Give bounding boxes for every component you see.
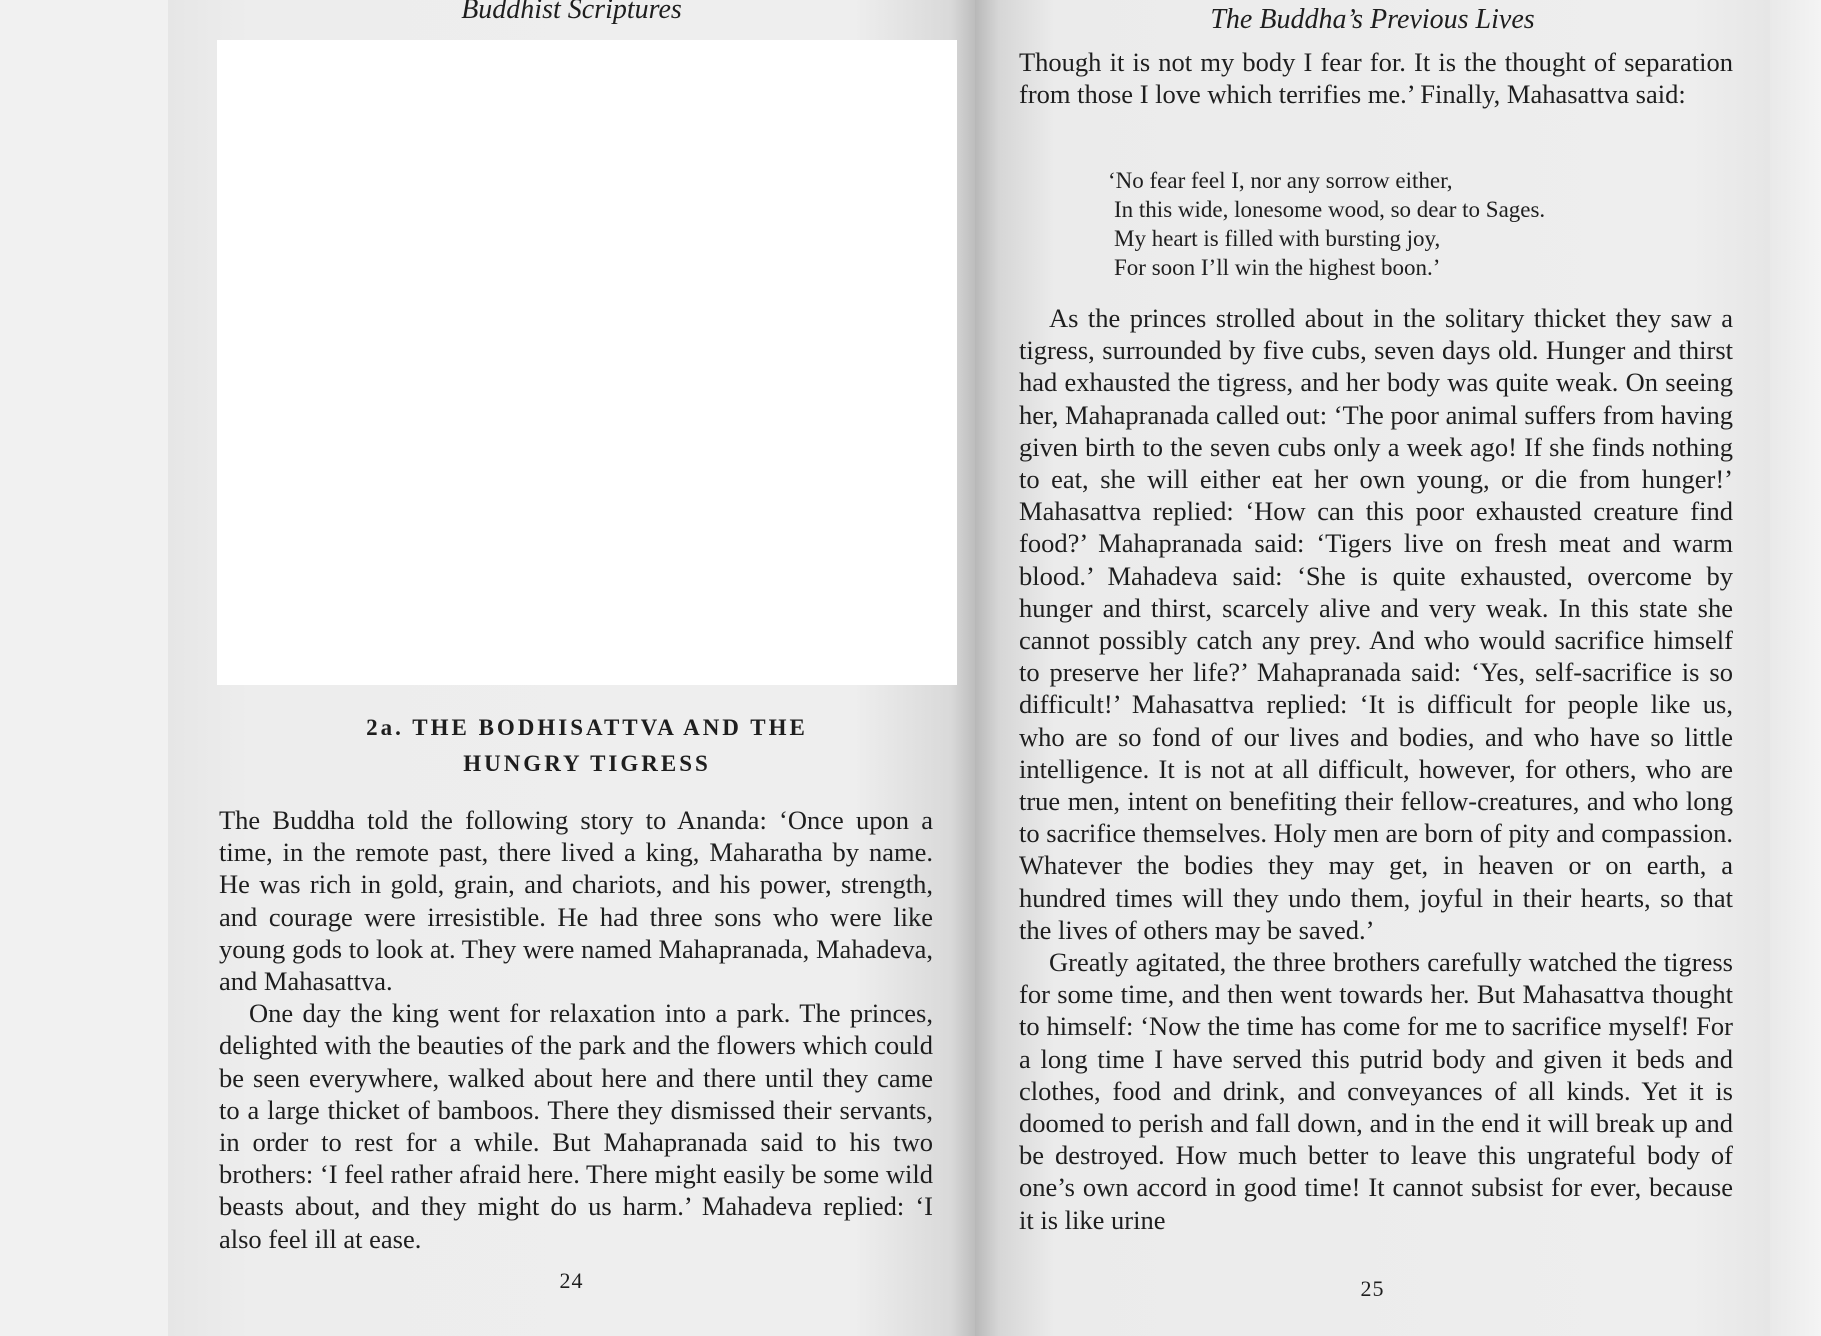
right-paragraph-3: Greatly agitated, the three brothers carefully watched the tigress for some time, and then went towards her. But Mahasattva thought to himself: ‘Now the time has come for me to sacrifice myself! For a long time I have served this putrid body and given it beds and clothes, food and drink, and conveyances of all kinds. Yet it is doomed to perish and fall down, and in the end it will break up and be destroyed. How much better to leave this ungrateful body of one’s own accord in good time! It cannot subsist for ever, because it is like urine — [1019, 947, 1733, 1235]
verse-block — [1108, 166, 1708, 282]
verse-line-3: My heart is filled with bursting joy, — [1114, 226, 1441, 251]
verse-line-4: For soon I’ll win the highest boon.’ — [1114, 255, 1441, 280]
right-opening-text — [1019, 46, 1733, 110]
left-paragraph-1: The Buddha told the following story to Ananda: ‘Once upon a time, in the remote past, there lived a king, Maharatha by name. He was rich in gold, grain, and chariots, and his power, strength, and courage were irresistible. He had three sons who were like young gods to look at. They were named Mahapranada, Mahadeva, and Mahasattva. — [219, 805, 933, 997]
right-paragraph-2: As the princes strolled about in the solitary thicket they saw a tigress, surrounded by five cubs, seven days old. Hunger and thirst had exhausted the tigress, and her body was quite weak. On seeing her, Mahapranada called out: ‘The poor animal suffers from having given birth to the seven cubs only a week ago! If she finds nothing to eat, she will either eat her own young, or die from hunger!’ Mahasattva replied: ‘How can this poor exhausted creature find food?’ Mahapranada said: ‘Tigers live on fresh meat and warm blood.’ Mahadeva said: ‘She is quite exhausted, overcome by hunger and thirst, scarcely alive and very weak. In this state she cannot possibly catch any prey. And who would sacrifice himself to preserve her life?’ Mahapranada said: ‘Yes, self-sacrifice is so difficult!’ Mahasattva replied: ‘It is difficult for people like us, who are so fond of our lives and bodies, and who have so little intelligence. It is not at all difficult, however, for others, who are true men, intent on benefiting their fellow-creatures, and who long to sacrifice themselves. Holy men are born of pity and compassion. Whatever the bodies they may get, in heaven or on earth, a hundred times will they undo them, joyful in their hearts, so that the lives of others may be saved.’ — [1019, 303, 1733, 945]
chapter-title-line2: HUNGRY TIGRESS — [463, 751, 711, 776]
blank-figure-area — [217, 40, 957, 685]
right-body-text — [1019, 302, 1733, 1236]
left-paragraph-2: One day the king went for relaxation into a park. The princes, delighted with the beauties of the park and the flowers which could be seen everywhere, walked about here and there until they came to a large thicket of bamboos. There they dismissed their servants, in order to rest for a while. But Mahapranada said to his two brothers: ‘I feel rather afraid here. There might easily be some wild beasts about, and they might do us harm.’ Mahadeva replied: ‘I also feel ill at ease. — [219, 998, 933, 1254]
verse-line-1: ‘No fear feel I, nor any sorrow either, — [1108, 168, 1453, 193]
right-page-number: 25 — [1360, 1276, 1385, 1301]
left-body-text — [219, 804, 933, 1255]
verse-line-2: In this wide, lonesome wood, so dear to Sages. — [1114, 197, 1546, 222]
right-paragraph-1: Though it is not my body I fear for. It is the thought of separation from those I love which terrifies me.’ Finally, Mahasattva said: — [1019, 47, 1733, 110]
chapter-title-line1: 2a. THE BODHISATTVA AND THE — [366, 715, 808, 740]
page-edge — [1770, 0, 1821, 1336]
right-running-head: The Buddha’s Previous Lives — [1210, 4, 1535, 35]
left-page-number: 24 — [559, 1268, 584, 1293]
left-running-head: Buddhist Scriptures — [461, 0, 682, 25]
